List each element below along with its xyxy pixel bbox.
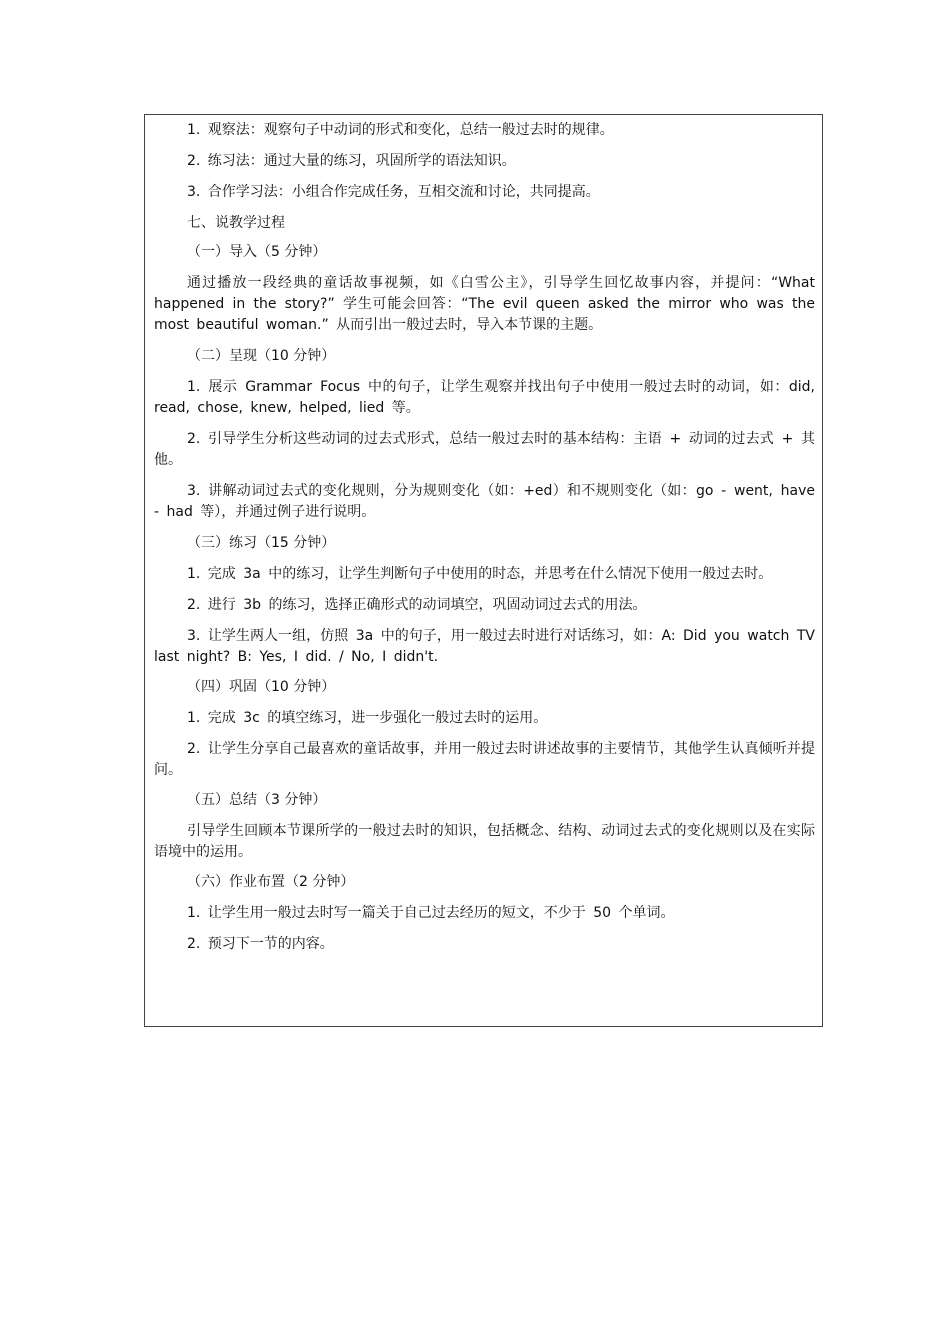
practice-item: 3. 让学生两人一组，仿照 3a 中的句子，用一般过去时进行对话练习，如：A: Did you watch TV last night? B: Yes, I did. / No, I didn't.: [154, 628, 815, 665]
presentation-item: 3. 讲解动词过去式的变化规则，分为规则变化（如：+ed）和不规则变化（如：go - went, have - had 等），并通过例子进行说明。: [154, 483, 815, 520]
presentation-item: 1. 展示 Grammar Focus 中的句子，让学生观察并找出句子中使用一般过去时的动词，如：did, read, chose, knew, helped, lied 等。: [154, 379, 815, 416]
method-cooperative: 3. 合作学习法：小组合作完成任务，互相交流和讨论，共同提高。: [187, 184, 600, 200]
homework-item: 1. 让学生用一般过去时写一篇关于自己过去经历的短文，不少于 50 个单词。: [187, 905, 675, 921]
practice-item: 1. 完成 3a 中的练习，让学生判断句子中使用的时态，并思考在什么情况下使用一般过去时。: [187, 566, 773, 582]
section-title: 七、说教学过程: [187, 215, 285, 231]
practice-heading: （三）练习（15 分钟）: [187, 535, 336, 551]
intro-text: 通过播放一段经典的童话故事视频，如《白雪公主》，引导学生回忆故事内容，并提问：“What happened in the story?” 学生可能会回答：“The evil queen asked the mirror who was the most beautiful woman.” 从而引出一般过去时，导入本节课的主题。: [154, 275, 815, 333]
summary-text: 引导学生回顾本节课所学的一般过去时的知识，包括概念、结构、动词过去式的变化规则以及在实际语境中的运用。: [154, 823, 815, 860]
homework-item: 2. 预习下一节的内容。: [187, 936, 334, 952]
consolidation-item: 1. 完成 3c 的填空练习，进一步强化一般过去时的运用。: [187, 710, 548, 726]
presentation-heading: （二）呈现（10 分钟）: [187, 348, 336, 364]
method-practice: 2. 练习法：通过大量的练习，巩固所学的语法知识。: [187, 153, 516, 169]
practice-item: 2. 进行 3b 的练习，选择正确形式的动词填空，巩固动词过去式的用法。: [187, 597, 647, 613]
presentation-item: 2. 引导学生分析这些动词的过去式形式，总结一般过去时的基本结构：主语 + 动词的过去式 + 其他。: [154, 431, 815, 468]
consolidation-item: 2. 让学生分享自己最喜欢的童话故事，并用一般过去时讲述故事的主要情节，其他学生认真倾听并提问。: [154, 741, 815, 778]
consolidation-heading: （四）巩固（10 分钟）: [187, 679, 336, 695]
summary-heading: （五）总结（3 分钟）: [187, 792, 327, 808]
homework-heading: （六）作业布置（2 分钟）: [187, 874, 355, 890]
method-observation: 1. 观察法：观察句子中动词的形式和变化，总结一般过去时的规律。: [187, 122, 614, 138]
intro-heading: （一）导入（5 分钟）: [187, 244, 327, 260]
lesson-plan-table-cell: [144, 114, 823, 1027]
lesson-plan-content: [154, 120, 815, 965]
